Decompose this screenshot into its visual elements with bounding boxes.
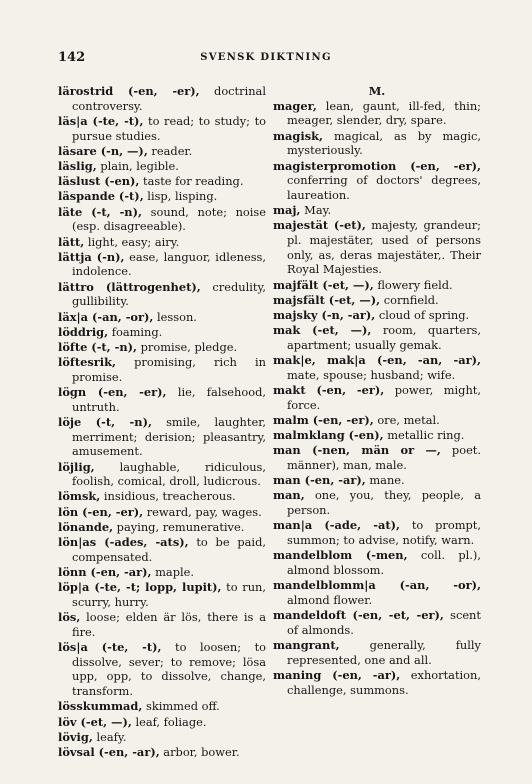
- section-letter: M.: [368, 84, 386, 98]
- headword: lön|as (-ades, -ats),: [58, 535, 189, 550]
- definition: taste for reading.: [143, 174, 244, 189]
- headword: läs|a (-te, -t),: [58, 113, 144, 128]
- definition: exhortation, challenge, summons.: [287, 667, 481, 697]
- definition: smile, laughter, merriment; derision; pleasantry, amusement.: [72, 414, 267, 459]
- definition: poet. männer), man, male.: [287, 443, 482, 473]
- dictionary-entry: [273, 428, 481, 443]
- headword: löjlig,: [58, 459, 95, 474]
- dictionary-entry: [58, 114, 266, 143]
- headword: mak|e, mak|a (-en, -an, -ar),: [273, 353, 481, 368]
- dictionary-entry: [58, 699, 266, 714]
- dictionary-entry: [58, 745, 266, 760]
- headword: läte (-t, -n),: [58, 204, 142, 219]
- dictionary-entry: [58, 159, 266, 174]
- definition: lean, gaunt, ill-fed, thin; meager, slender, dry, spare.: [287, 98, 481, 128]
- definition: leafy.: [96, 729, 127, 744]
- headword: lös,: [58, 610, 81, 625]
- headword: mangrant,: [273, 638, 340, 653]
- definition: foaming.: [111, 324, 163, 339]
- definition: leaf, foliage.: [135, 714, 207, 729]
- dictionary-entry: [58, 205, 266, 234]
- headword: mandelblomm|a (-an, -or),: [273, 578, 481, 593]
- definition: promise, pledge.: [140, 339, 238, 354]
- dictionary-entry: [58, 310, 266, 325]
- definition: lie, falsehood, untruth.: [72, 385, 267, 414]
- definition: ore, metal.: [377, 412, 440, 427]
- definition: laughable, ridiculous, foolish, comical, droll, ludicrous.: [72, 459, 266, 489]
- definition: to read; to study; to pursue studies.: [72, 113, 267, 143]
- dictionary-entry: [273, 353, 481, 382]
- dictionary-entry: [273, 293, 481, 308]
- dictionary-entry: [58, 189, 266, 204]
- definition: to be paid, compensated.: [72, 535, 266, 564]
- definition: doctrinal controversy.: [72, 84, 266, 113]
- headword: lösskummad,: [58, 699, 143, 714]
- dictionary-entry: [273, 443, 481, 472]
- headword: man|a (-ade, -at),: [273, 518, 400, 533]
- dictionary-entry: [58, 144, 266, 159]
- headword: magisk,: [273, 128, 323, 143]
- dictionary-entry: [58, 250, 266, 279]
- definition: lesson.: [157, 309, 197, 324]
- dictionary-entry: [273, 159, 481, 203]
- dictionary-entry: [58, 520, 266, 535]
- headword: läx|a (-an, -or),: [58, 309, 154, 324]
- definition: generally, fully represented, one and all.: [287, 638, 481, 667]
- headword: majestät (-et),: [273, 218, 366, 233]
- dictionary-entry: [58, 84, 266, 113]
- definition: mane.: [369, 473, 405, 488]
- headword: läsare (-n, —),: [58, 143, 148, 158]
- dictionary-entry: [273, 308, 481, 323]
- dictionary-entry: [273, 218, 481, 277]
- definition: insidious, treacherous.: [103, 489, 236, 504]
- definition: flowery field.: [377, 277, 453, 292]
- headword: mandelblom (-men,: [273, 548, 408, 563]
- headword: löftesrik,: [58, 355, 116, 370]
- headword: lögn (-en, -er),: [58, 385, 167, 400]
- dictionary-entry: [273, 99, 481, 128]
- page-number: 142: [58, 50, 86, 65]
- dictionary-entry: [58, 235, 266, 250]
- dictionary-entry: [58, 715, 266, 730]
- dictionary-entry: [58, 385, 266, 414]
- definition: ease, languor, idleness, indolence.: [72, 249, 267, 279]
- dictionary-entry: [58, 355, 266, 384]
- headword: majsfält (-et, —),: [273, 292, 381, 307]
- headword: lättro (lättrogenhet),: [58, 279, 201, 294]
- definition: cornfield.: [383, 292, 439, 307]
- headword: lönn (-en, -ar),: [58, 565, 152, 579]
- headword: majfält (-et, —),: [273, 277, 374, 292]
- dictionary-entry: [273, 578, 481, 607]
- dictionary-entry: [58, 565, 266, 580]
- headword: löje (-t, -n),: [58, 414, 152, 429]
- definition: conferring of doctors' degrees, laureation.: [287, 173, 481, 202]
- definition: magical, as by magic, mysteriously.: [287, 128, 482, 158]
- dictionary-entry: [58, 415, 266, 459]
- dictionary-entry: [58, 580, 266, 609]
- dictionary-entry: [273, 548, 481, 577]
- definition: scent of almonds.: [287, 608, 481, 637]
- definition: sound, note; noise (esp. disagreeable).: [72, 204, 266, 234]
- dictionary-entry: [273, 668, 481, 697]
- headword: läslig,: [58, 159, 97, 174]
- dictionary-entry: [273, 488, 481, 517]
- dictionary-entry: [58, 340, 266, 355]
- definition: promising, rich in promise.: [72, 355, 266, 384]
- definition: to run, scurry, hurry.: [72, 580, 266, 609]
- running-head: SVENSK DIKTNING: [200, 52, 332, 63]
- definition: room, quarters, apartment; usually gemak.: [287, 323, 482, 352]
- headword: lönande,: [58, 519, 114, 534]
- definition: metallic ring.: [387, 428, 465, 443]
- definition: power, might, force.: [287, 383, 481, 412]
- headword: lövsal (-en, -ar),: [58, 744, 160, 759]
- definition: coll. pl.), almond blossom.: [287, 548, 481, 577]
- definition: reader.: [151, 143, 193, 158]
- dictionary-entry: [58, 535, 266, 564]
- definition: majesty, grandeur; pl. majestäter, used of persons only, as, deras majestäter,. Their Royal Majesties.: [287, 218, 481, 277]
- dictionary-entry: [273, 473, 481, 488]
- headword: lättja (-n),: [58, 249, 125, 264]
- definition: reward, pay, wages.: [146, 504, 262, 519]
- left-column: [58, 84, 266, 760]
- right-column: [273, 84, 481, 698]
- dictionary-entry: [58, 730, 266, 745]
- dictionary-entry: [58, 505, 266, 520]
- headword: läslust (-en),: [58, 174, 140, 189]
- headword: löp|a (-te, -t; lopp, lupit),: [58, 580, 222, 595]
- headword: man,: [273, 488, 305, 503]
- headword: mak (-et, —),: [273, 323, 372, 338]
- headword: lövig,: [58, 729, 93, 744]
- headword: magisterpromotion (-en, -er),: [273, 158, 481, 173]
- definition: skimmed off.: [145, 699, 220, 714]
- dictionary-entry: [58, 489, 266, 504]
- headword: mager,: [273, 98, 317, 113]
- headword: lömsk,: [58, 489, 101, 504]
- headword: läspande (-t),: [58, 189, 144, 204]
- dictionary-entry: [58, 640, 266, 699]
- definition: one, you, they, people, a person.: [287, 488, 481, 518]
- headword: löddrig,: [58, 324, 109, 339]
- headword: löv (-et, —),: [58, 714, 132, 729]
- dictionary-entry: [58, 325, 266, 340]
- dictionary-entry: [58, 610, 266, 639]
- headword: lön (-en, -er),: [58, 504, 144, 519]
- headword: man (-nen, män or —,: [273, 443, 441, 458]
- headword: maning (-en, -ar),: [273, 667, 401, 682]
- headword: majsky (-n, -ar),: [273, 308, 376, 323]
- dictionary-entry: [58, 280, 266, 309]
- headword: makt (-en, -er),: [273, 383, 385, 398]
- headword: man (-en, -ar),: [273, 473, 366, 488]
- definition: credulity, gullibility.: [72, 279, 267, 309]
- definition: mate, spouse; husband; wife.: [287, 367, 456, 382]
- headword: maj,: [273, 203, 301, 218]
- definition: plain, legible.: [100, 159, 179, 174]
- headword: lös|a (-te, -t),: [58, 640, 162, 655]
- dictionary-entry: [58, 174, 266, 189]
- right-entries: [273, 99, 481, 698]
- headword: löfte (-t, -n),: [58, 339, 137, 354]
- definition: cloud of spring.: [378, 308, 470, 323]
- headword: mandeldoft (-en, -et, -er),: [273, 608, 444, 623]
- definition: May.: [304, 203, 332, 218]
- dictionary-entry: [273, 608, 481, 637]
- definition: arbor, bower.: [163, 744, 240, 759]
- dictionary-entry: [273, 129, 481, 158]
- dictionary-entry: [273, 413, 481, 428]
- headword: malm (-en, -er),: [273, 412, 374, 427]
- dictionary-entry: [58, 460, 266, 489]
- page-header: [58, 50, 474, 66]
- definition: almond flower.: [287, 592, 373, 607]
- definition: to loosen; to dissolve, sever; to remove; lösa upp, opp, to dissolve, change, transform.: [72, 640, 267, 699]
- dictionary-entry: [273, 638, 481, 667]
- definition: paying, remunerative.: [116, 519, 245, 534]
- headword: lärostrid (-en, -er),: [58, 84, 200, 98]
- dictionary-entry: [273, 383, 481, 412]
- definition: lisp, lisping.: [147, 189, 218, 204]
- headword: lätt,: [58, 234, 85, 249]
- dictionary-entry: [273, 323, 481, 352]
- definition: loose; elden är lös, there is a fire.: [72, 610, 266, 639]
- definition: maple.: [155, 565, 195, 579]
- dictionary-entry: [273, 203, 481, 218]
- dictionary-entry: [273, 518, 481, 547]
- definition: to prompt, summon; to advise, notify, warn.: [287, 518, 481, 548]
- definition: light, easy; airy.: [87, 234, 180, 249]
- headword: malmklang (-en),: [273, 428, 384, 443]
- dictionary-entry: [273, 278, 481, 293]
